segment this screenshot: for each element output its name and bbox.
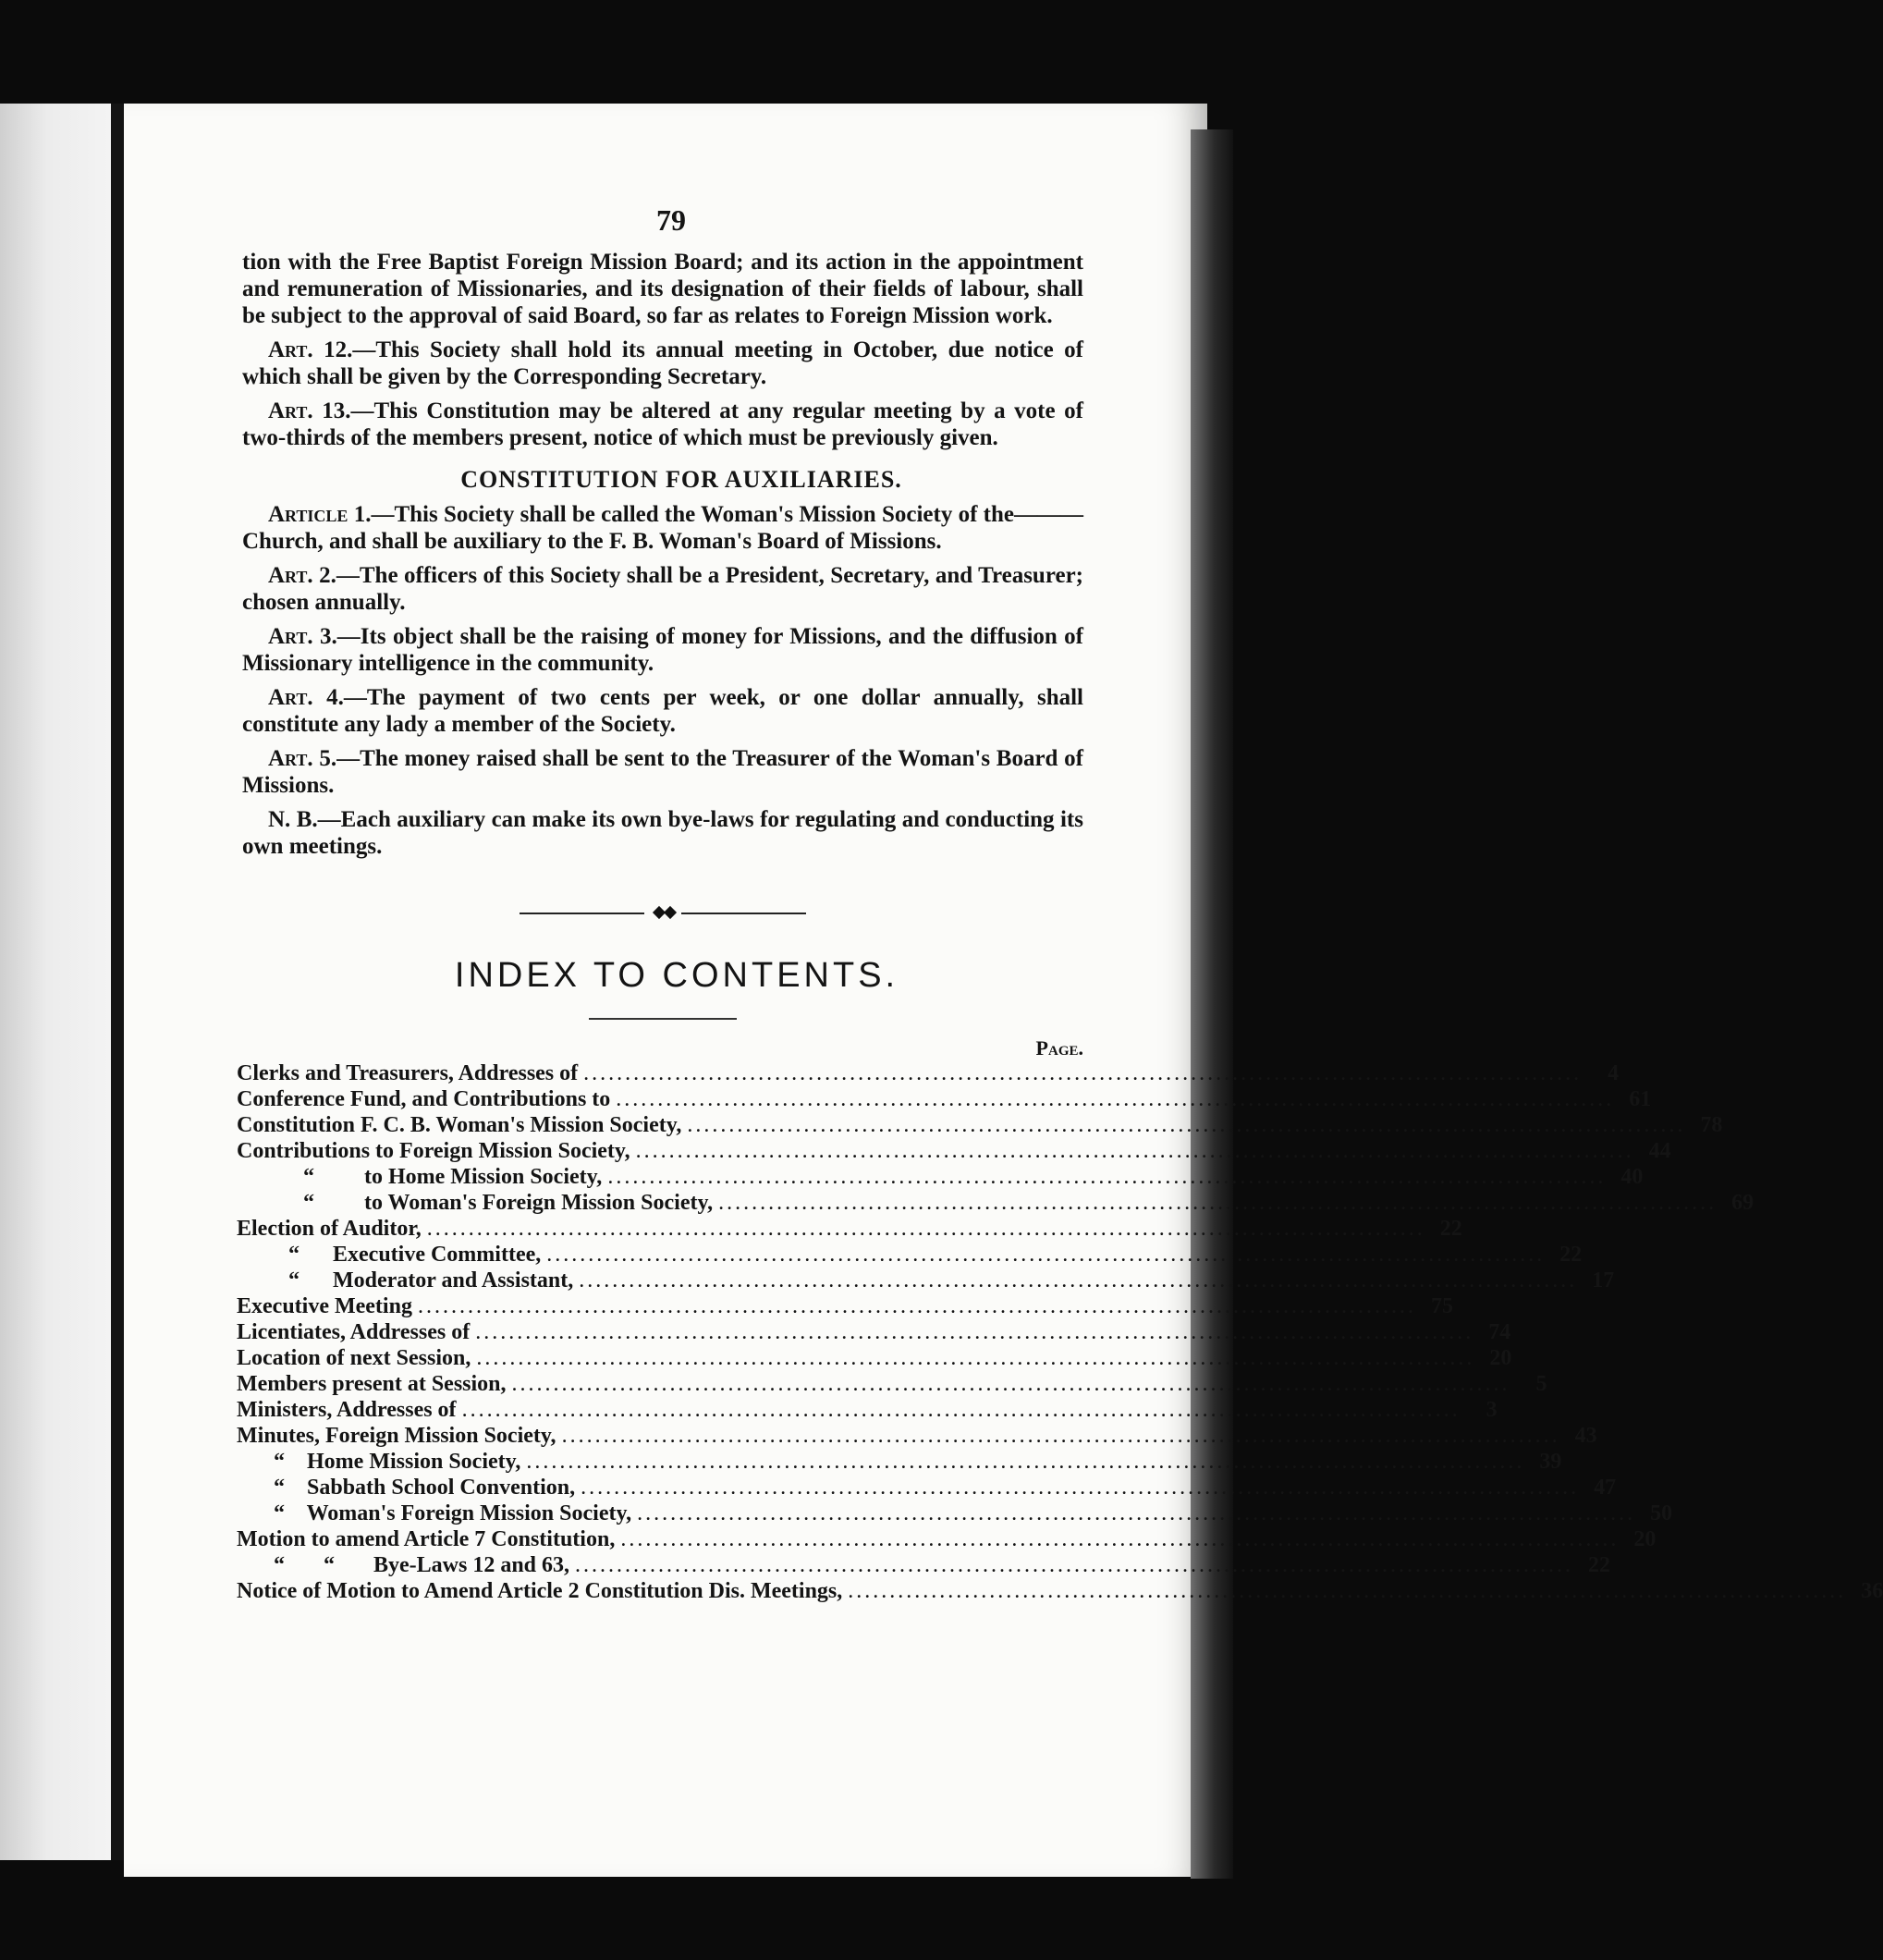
article-paragraph [242, 562, 1083, 616]
article-heading: N. B. [268, 807, 318, 832]
dot-leader: ........................................................................................................................ [637, 1501, 1636, 1525]
page-number: 79 [656, 203, 686, 237]
index-entry-text: Clerks and Treasurers, Addresses of [237, 1061, 579, 1085]
index-entry-page: 39 [1539, 1450, 1562, 1474]
index-entry-page: 61 [1629, 1087, 1652, 1111]
index-entry [237, 1242, 1583, 1268]
index-entry-text: Minutes, Foreign Mission Society, [237, 1424, 556, 1448]
index-entry-page: 78 [1700, 1113, 1723, 1137]
article-paragraph [242, 249, 1083, 329]
dot-leader: ........................................................................................................................ [546, 1243, 1546, 1267]
index-entry [237, 1371, 1547, 1397]
section-heading: CONSTITUTION FOR AUXILIARIES. [460, 466, 902, 493]
index-rows [237, 1060, 1883, 1604]
index-entry [237, 1268, 1615, 1293]
index-entry [237, 1086, 1652, 1112]
index-entry-page: 22 [1439, 1217, 1462, 1241]
dot-leader: ........................................................................................................................ [475, 1320, 1474, 1344]
index-entry [237, 1552, 1611, 1578]
article-text: —The officers of this Society shall be a President, Secretary, and Treasurer; chosen annually. [242, 563, 1083, 615]
index-entry-page: 74 [1488, 1320, 1511, 1344]
index-entry-text: Notice of Motion to Amend Article 2 Constitution Dis. Meetings, [237, 1579, 843, 1603]
article-heading: Art. 13. [268, 398, 351, 423]
article-text: —This Society shall hold its annual meeting in October, due notice of which shall be given by the Corresponding Secretary. [242, 337, 1083, 389]
index-entry-page: 20 [1489, 1346, 1512, 1370]
page-content [237, 203, 1883, 1604]
dot-leader: ........................................................................................................................ [561, 1424, 1560, 1448]
book-spine-shadow [111, 104, 124, 1860]
dot-leader: ........................................................................................................................ [476, 1346, 1475, 1370]
index-entry-text: “ Woman's Foreign Mission Society, [274, 1501, 632, 1525]
index-entry [237, 1578, 1883, 1604]
dot-leader: ........................................................................................................................ [687, 1113, 1686, 1137]
index-entry-page: 50 [1650, 1501, 1673, 1525]
divider-line-right [681, 913, 806, 914]
index-entry-text: Election of Auditor, [237, 1217, 422, 1241]
dot-leader: ........................................................................................................................ [581, 1476, 1580, 1500]
index-entry-text: Executive Meeting [237, 1294, 412, 1318]
article-paragraph [242, 684, 1083, 738]
index-entry [237, 1293, 1453, 1319]
divider-diamond [664, 906, 677, 919]
auxiliaries-articles [242, 501, 1083, 860]
article-heading: Art. 2. [268, 563, 336, 588]
article-heading: Art. 4. [268, 685, 344, 710]
adjacent-left-page [0, 104, 118, 1860]
index-entry [237, 1138, 1671, 1164]
index-entry-page: 3 [1486, 1398, 1498, 1422]
dot-leader: ........................................................................................................................ [426, 1217, 1425, 1241]
article-paragraph [242, 745, 1083, 799]
index-entry-page: 44 [1648, 1139, 1671, 1163]
index-entry-page: 4 [1608, 1061, 1620, 1085]
index-entry-text: Licentiates, Addresses of [237, 1320, 471, 1344]
index-entry [237, 1319, 1511, 1345]
index-entry-page: 22 [1588, 1553, 1611, 1577]
index-entry-page: 40 [1620, 1165, 1644, 1189]
dot-leader: ........................................................................................................................ [417, 1294, 1416, 1318]
page-edge-shadow [1191, 129, 1233, 1879]
index-entry-text: Location of next Session, [237, 1346, 471, 1370]
ornamental-divider [520, 908, 806, 919]
article-text: —This Constitution may be altered at any regular meeting by a vote of two-thirds of the members present, notice of which must be previously given. [242, 398, 1083, 450]
index-entry-page: 47 [1594, 1476, 1617, 1500]
index-entry-page: 69 [1731, 1191, 1755, 1215]
index-entry-page: 36 [1861, 1579, 1883, 1603]
index-entry-text: “ Sabbath School Convention, [274, 1476, 576, 1500]
index-entry [237, 1397, 1498, 1423]
index-entry-text: “ to Home Mission Society, [303, 1165, 603, 1189]
index-entry-text: “ Moderator and Assistant, [288, 1268, 574, 1292]
index-entry [237, 1112, 1723, 1138]
article-paragraph [242, 623, 1083, 677]
article-text: —This Society shall be called the Woman's Mission Society of the——— Church, and shall be auxiliary to the F. B. Woman's Board of Missions. [242, 502, 1083, 554]
article-text: —Its object shall be the raising of money for Missions, and the diffusion of Missionary intelligence in the community. [242, 624, 1083, 676]
dot-leader: ........................................................................................................................ [718, 1191, 1718, 1215]
dot-leader: ........................................................................................................................ [526, 1450, 1525, 1474]
index-entry-page: 75 [1430, 1294, 1453, 1318]
index-entry [237, 1060, 1620, 1086]
article-heading: Article 1. [268, 502, 372, 527]
article-paragraph [242, 501, 1083, 555]
index-entry-text: Constitution F. C. B. Woman's Mission Society, [237, 1113, 682, 1137]
dot-leader: ........................................................................................................................ [511, 1372, 1510, 1396]
dot-leader: ........................................................................................................................ [848, 1579, 1847, 1603]
index-entry-page: 22 [1559, 1243, 1583, 1267]
article-heading: Art. 5. [268, 746, 337, 771]
index-entry-text: “ Executive Committee, [288, 1243, 542, 1267]
article-paragraph [242, 398, 1083, 451]
dot-leader: ........................................................................................................................ [607, 1165, 1607, 1189]
index-entry-text: “ “ Bye-Laws 12 and 63, [274, 1553, 570, 1577]
article-text: —Each auxiliary can make its own bye-laws for regulating and conducting its own meetings. [242, 807, 1083, 859]
index-entry [237, 1449, 1562, 1475]
index-entry-page: 17 [1592, 1268, 1615, 1292]
index-entry [237, 1190, 1755, 1216]
index-entry-text: Contributions to Foreign Mission Society, [237, 1139, 630, 1163]
dot-leader: ........................................................................................................................ [635, 1139, 1634, 1163]
index-entry-page: 43 [1574, 1424, 1597, 1448]
dot-leader: ........................................................................................................................ [575, 1553, 1574, 1577]
index-entry [237, 1423, 1597, 1449]
index-entry [237, 1164, 1644, 1190]
index-entry-text: Motion to amend Article 7 Constitution, [237, 1527, 616, 1551]
index-entry [237, 1216, 1462, 1242]
dot-leader: ........................................................................................................................ [579, 1268, 1578, 1292]
article-heading: Art. 12. [268, 337, 353, 362]
dot-leader: ........................................................................................................................ [616, 1087, 1615, 1111]
index-entry-page: 20 [1633, 1527, 1657, 1551]
index-entry-text: Conference Fund, and Contributions to [237, 1087, 611, 1111]
index-entry [237, 1526, 1657, 1552]
dot-leader: ........................................................................................................................ [583, 1061, 1583, 1085]
article-text: —The payment of two cents per week, or one dollar annually, shall constitute any lady a member of the Society. [242, 685, 1083, 737]
index-page-column-label: Page. [1035, 1036, 1083, 1060]
index-entry-text: “ Home Mission Society, [274, 1450, 521, 1474]
index-entry [237, 1345, 1512, 1371]
index-table [237, 1036, 1883, 1604]
article-heading: Art. 3. [268, 624, 337, 649]
article-text: tion with the Free Baptist Foreign Mission Board; and its action in the appointment and remuneration of Missionaries, and its designation of their fields of labour, shall be subject to the approval of said Board, so far as relates to Foreign Mission work. [242, 250, 1083, 328]
index-entry-page: 5 [1535, 1372, 1547, 1396]
title-rule [589, 1018, 737, 1020]
index-entry [237, 1475, 1617, 1501]
dot-leader: ........................................................................................................................ [620, 1527, 1620, 1551]
index-entry-text: “ to Woman's Foreign Mission Society, [303, 1191, 714, 1215]
article-text: —The money raised shall be sent to the Treasurer of the Woman's Board of Missions. [242, 746, 1083, 798]
divider-line-left [520, 913, 644, 914]
index-title: INDEX TO CONTENTS. [454, 956, 899, 995]
index-entry [237, 1501, 1673, 1526]
constitution-articles [242, 249, 1083, 451]
index-entry-text: Ministers, Addresses of [237, 1398, 457, 1422]
article-paragraph [242, 806, 1083, 860]
index-entry-text: Members present at Session, [237, 1372, 507, 1396]
dot-leader: ........................................................................................................................ [461, 1398, 1461, 1422]
article-paragraph [242, 337, 1083, 390]
